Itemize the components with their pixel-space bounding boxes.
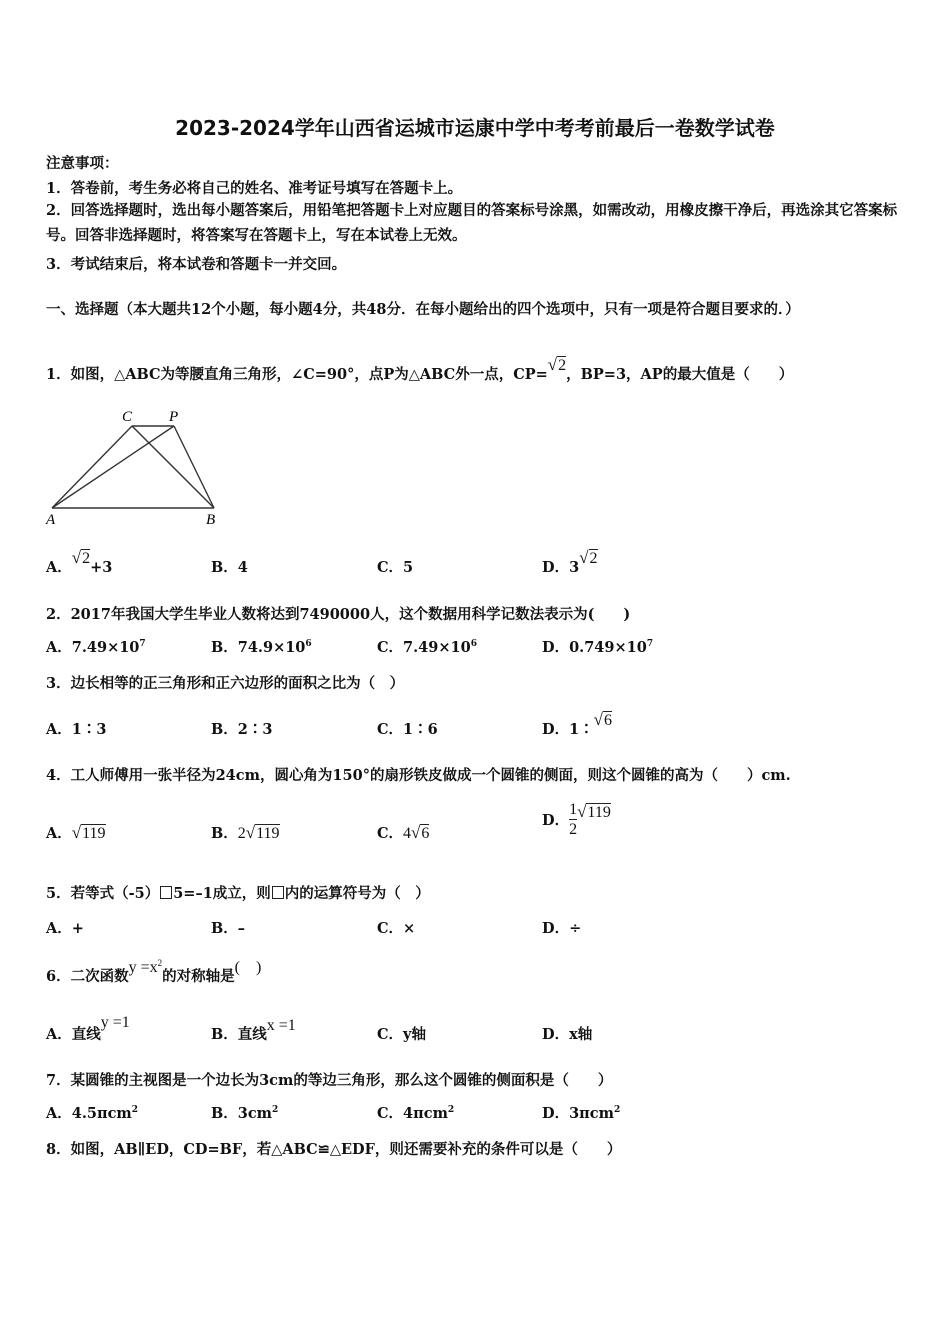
q3-option-c[interactable]: C．1∶6: [377, 721, 438, 738]
q4-option-b[interactable]: B．2√119: [211, 823, 280, 842]
q3-option-b[interactable]: B．2∶3: [211, 721, 273, 738]
segment-ac: [52, 426, 132, 508]
q1-option-d[interactable]: D．3√2: [542, 548, 598, 576]
segment-pb: [174, 426, 214, 508]
label-p: P: [169, 409, 179, 425]
q6-option-d[interactable]: D．x轴: [542, 1026, 593, 1043]
formula: $y =x^2$: [128, 958, 163, 976]
q5-option-c[interactable]: C．×: [377, 920, 416, 937]
q4-option-d[interactable]: D． $\frac{1}{2}$ √119: [542, 801, 611, 838]
segment-ap: [52, 426, 174, 508]
label-a: A: [46, 512, 56, 528]
label-c: C: [122, 409, 133, 425]
q6-option-a[interactable]: A．直线y =1: [46, 1014, 130, 1043]
q5-option-d[interactable]: D．÷: [542, 920, 582, 937]
q1-option-b[interactable]: B．4: [211, 559, 248, 576]
question-4-stem: 4．工人师傅用一张半径为24cm，圆心角为150°的扇形铁皮做成一个圆锥的侧面，则这个圆锥的高为（ ）cm.: [46, 767, 791, 784]
question-8-stem: 8．如图，AB∥ED，CD=BF，若△ABC≌△EDF，则还需要补充的条件可以是（ ）: [46, 1141, 622, 1158]
notice-item-1: 1．答卷前，考生务必将自己的姓名、准考证号填写在答题卡上。: [46, 180, 463, 197]
section-heading: 一、选择题（本大题共12个小题，每小题4分，共48分．在每小题给出的四个选项中，只有一项是符合题目要求的．）: [46, 301, 800, 318]
segment-cb: [132, 426, 214, 508]
q7-option-c[interactable]: C．4πcm$^2$: [377, 1105, 455, 1122]
q6-option-b[interactable]: B．直线x =1: [211, 1017, 296, 1043]
question-6-stem: 6．二次函数$y =x^2$的对称轴是( ): [46, 958, 262, 985]
q5-option-b[interactable]: B．–: [211, 920, 246, 937]
q4-option-a[interactable]: A．√119: [46, 823, 106, 842]
q2-option-a[interactable]: A．$7.49\times 10^7$: [46, 639, 146, 656]
question-2-stem: 2．2017年我国大学生毕业人数将达到7490000人，这个数据用科学记数法表示为( ): [46, 606, 631, 623]
q1-option-a[interactable]: A．√2+3: [46, 548, 113, 576]
sqrt-expression: √2: [547, 355, 567, 374]
fraction: $\frac{1}{2}$: [569, 801, 578, 838]
blank-box: [272, 886, 284, 899]
notice-heading: 注意事项：: [46, 155, 119, 172]
question-7-stem: 7．某圆锥的主视图是一个边长为3cm的等边三角形，那么这个圆锥的侧面积是（ ）: [46, 1072, 613, 1089]
q6-option-c[interactable]: C．y轴: [377, 1026, 426, 1043]
question-1-figure: [44, 404, 224, 528]
q7-option-d[interactable]: D．3πcm$^2$: [542, 1105, 621, 1122]
notice-item-2: 2．回答选择题时，选出每小题答案后，用铅笔把答题卡上对应题目的答案标号涂黑，如需改动，用橡皮擦干净后，再选涂其它答案标号。回答非选择题时，将答案写在答题卡上，写在本试卷上无效。: [46, 202, 898, 244]
label-b: B: [206, 512, 216, 528]
q7-option-b[interactable]: B．$3cm^2$: [211, 1105, 279, 1122]
q1-option-c[interactable]: C．5: [377, 559, 414, 576]
q7-option-a[interactable]: A．4.5πcm$^2$: [46, 1105, 139, 1122]
q3-option-d[interactable]: D．1∶√6: [542, 710, 613, 738]
page-title: 2023-2024学年山西省运城市运康中学中考考前最后一卷数学试卷: [175, 116, 775, 140]
triangle-diagram: [44, 404, 224, 528]
question-5-stem: 5．若等式（-5） 5=–1成立，则 内的运算符号为（ ）: [46, 885, 430, 902]
notice-item-3: 3．考试结束后，将本试卷和答题卡一并交回。: [46, 256, 347, 273]
q2-option-b[interactable]: B．$74.9\times 10^6$: [211, 639, 312, 656]
blank-box: [160, 886, 172, 899]
q5-option-a[interactable]: A．+: [46, 920, 84, 937]
question-1-stem: 1．如图，△ABC为等腰直角三角形，∠C=90°，点P为△ABC外一点，CP=√2，BP=3，AP的最大值是（ ）: [46, 355, 794, 383]
q2-option-d[interactable]: D．$0.749\times 10^7$: [542, 639, 654, 656]
question-3-stem: 3．边长相等的正三角形和正六边形的面积之比为（ ）: [46, 675, 405, 692]
q2-option-c[interactable]: C．$7.49\times 10^6$: [377, 639, 477, 656]
q3-option-a[interactable]: A．1∶3: [46, 721, 107, 738]
q4-option-c[interactable]: C．4√6: [377, 823, 430, 842]
